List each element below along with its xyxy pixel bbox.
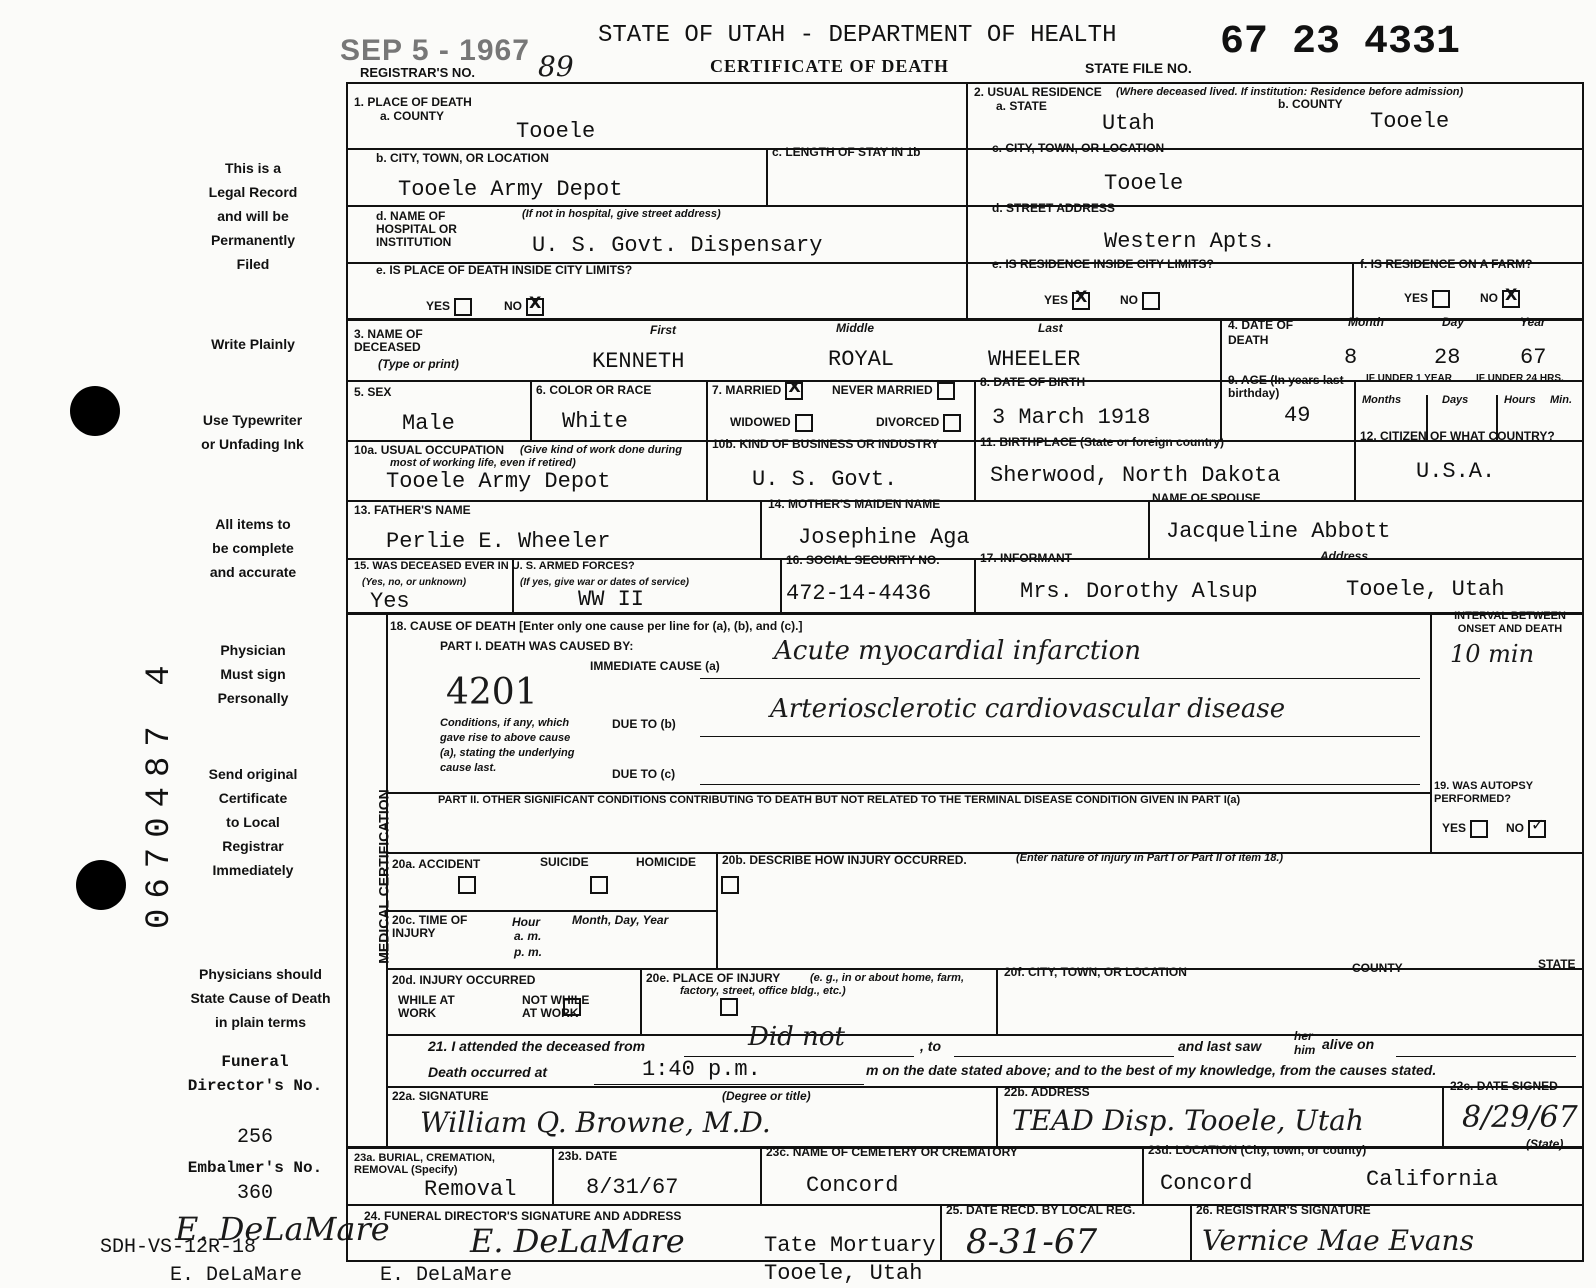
under-1-year: IF UNDER 1 YEAR <box>1366 373 1452 384</box>
res-limits-yes: YES X <box>1044 292 1090 310</box>
divorced-label: DIVORCED <box>876 414 961 432</box>
injury-city-label: 20f. CITY, TOWN, OR LOCATION <box>1004 965 1187 979</box>
age-label: 9. AGE (In years last birthday) <box>1228 373 1344 400</box>
farm-label: f. IS RESIDENCE ON A FARM? <box>1360 257 1533 271</box>
farm-no: NO X <box>1480 290 1520 308</box>
homicide-label: HOMICIDE <box>636 855 696 869</box>
mother-label: 14. MOTHER'S MAIDEN NAME <box>768 497 941 511</box>
injury-state-label: STATE <box>1538 957 1576 971</box>
embalmer-signature-right: E. DeLaMare <box>380 1264 513 1287</box>
date-received: 8-31-67 <box>966 1222 1098 1262</box>
punch-hole-bottom <box>76 860 126 910</box>
signature-label: 22a. SIGNATURE <box>392 1089 489 1103</box>
name-label: 3. NAME OF DECEASED <box>354 327 423 354</box>
location-state: California <box>1366 1167 1499 1192</box>
place-city: Tooele Army Depot <box>398 177 623 202</box>
checkbox-autopsy-no[interactable]: ✓ <box>1528 820 1546 838</box>
attended-label: 21. I attended the deceased from <box>428 1038 646 1054</box>
middle-header: Middle <box>836 321 874 335</box>
residence-city-label: c. CITY, TOWN, OR LOCATION <box>992 141 1165 155</box>
time-of-injury-label: 20c. TIME OF INJURY <box>392 913 468 940</box>
am-label: a. m. <box>514 929 542 943</box>
interval-label: INTERVAL BETWEEN ONSET AND DEATH <box>1454 610 1566 635</box>
place-of-injury-note: (e. g., in or about home, farm, factory, street, office bldg., etc.) <box>680 972 965 997</box>
mother-name: Josephine Aga <box>798 525 970 550</box>
father-name: Perlie E. Wheeler <box>386 529 611 554</box>
armed-note-1: (Yes, no, or unknown) <box>362 577 467 588</box>
place-limits-no: NO X <box>504 298 544 316</box>
checkbox-farm-no[interactable]: X <box>1502 290 1520 308</box>
checkbox-no[interactable]: X <box>526 298 544 316</box>
funeral-director-label: Funeral Director's No. <box>187 1053 323 1095</box>
part2-label: PART II. OTHER SIGNIFICANT CONDITIONS CONTRIBUTING TO DEATH BUT NOT RELATED TO THE TERMINAL DISEASE CONDITION GIVEN IN PART I(a) <box>438 794 1241 806</box>
place-of-injury-label: 20e. PLACE OF INJURY <box>646 971 781 985</box>
last-saw-label: and last saw <box>1178 1038 1262 1054</box>
punch-hole-top <box>70 386 120 436</box>
armed-forces: Yes <box>370 589 410 614</box>
funeral-director-no: 256 <box>236 1126 273 1149</box>
knowledge-statement: m on the date stated above; and to the best of my knowledge, from the causes stated. <box>866 1062 1437 1078</box>
informant-name: Mrs. Dorothy Alsup <box>1020 579 1258 604</box>
attended-from: Did not <box>748 1022 845 1052</box>
armed-forces-label: 15. WAS DECEASED EVER IN U. S. ARMED FORCES? <box>354 560 635 572</box>
registrar-no: 89 <box>538 50 574 83</box>
ssn-label: 16. SOCIAL SECURITY NO. <box>786 553 940 567</box>
farm-yes: YES <box>1404 290 1450 308</box>
spouse-name: Jacqueline Abbott <box>1166 519 1391 544</box>
residence-limits-label: e. IS RESIDENCE INSIDE CITY LIMITS? <box>992 257 1214 271</box>
ssn: 472-14-4436 <box>786 581 932 606</box>
residence-state: Utah <box>1102 111 1155 136</box>
immediate-cause-label: IMMEDIATE CAUSE (a) <box>590 659 720 673</box>
time-of-death: 1:40 p.m. <box>642 1057 761 1082</box>
injury-description-label: 20b. DESCRIBE HOW INJURY OCCURRED. <box>722 853 967 867</box>
to-label: , to <box>920 1038 941 1054</box>
birthplace-label: 11. BIRTHPLACE (State or foreign country) <box>980 435 1225 449</box>
year-header: Year <box>1520 315 1546 329</box>
autopsy-label: 19. WAS AUTOPSY PERFORMED? <box>1434 780 1533 805</box>
physician-address: TEAD Disp. Tooele, Utah <box>1012 1104 1364 1137</box>
director-signature: E. DeLaMare <box>470 1222 685 1260</box>
checkbox-accident[interactable] <box>458 876 476 894</box>
race: White <box>562 409 629 434</box>
her-label: her <box>1294 1029 1313 1043</box>
hospital-label: d. NAME OF HOSPITAL OR INSTITUTION <box>376 209 457 249</box>
disposition-date: 8/31/67 <box>586 1175 679 1200</box>
disposition-label: 23a. BURIAL, CREMATION, REMOVAL (Specify) <box>354 1152 495 1176</box>
city-label: b. CITY, TOWN, OR LOCATION <box>376 151 549 165</box>
not-while-at-work: NOT WHILE AT WORK <box>522 993 590 1020</box>
sidebar-legal-record: This is a Legal Record and will be Permanently Filed <box>208 160 298 272</box>
state-file-label: STATE FILE NO. <box>1085 60 1192 76</box>
married-label: 7. MARRIED X <box>712 382 803 400</box>
pm-label: p. m. <box>514 945 543 959</box>
checkbox-not-while-at-work[interactable] <box>720 998 738 1016</box>
hospital-note: (If not in hospital, give street address) <box>522 208 721 220</box>
street-address: Western Apts. <box>1104 229 1276 254</box>
sidebar-complete: All items to be complete and accurate <box>209 516 297 580</box>
medical-certification-vertical: MEDICAL CERTIFICATION <box>375 789 392 964</box>
sidebar-write-plainly: Write Plainly <box>211 336 295 352</box>
last-name: WHEELER <box>988 347 1081 372</box>
date-of-death-label: 4. DATE OF DEATH <box>1228 318 1294 347</box>
war-service: WW II <box>578 587 645 612</box>
cause-a: Acute myocardial infarction <box>774 636 1142 666</box>
occupation-note: (Give kind of work done during most of working life, even if retired) <box>390 444 682 469</box>
spouse-label: NAME OF SPOUSE <box>1152 491 1261 505</box>
first-header: First <box>650 323 677 337</box>
length-of-stay-label: c. LENGTH OF STAY IN 1b <box>772 145 921 159</box>
street-address-label: d. STREET ADDRESS <box>992 201 1115 215</box>
hospital-name: U. S. Govt. Dispensary <box>532 233 823 258</box>
conditions-note: Conditions, if any, which gave rise to above cause (a), stating the underlying cause last. <box>440 717 575 774</box>
location-label: 23d. LOCATION (City, town, or county) <box>1148 1143 1367 1157</box>
birthplace: Sherwood, North Dakota <box>990 463 1281 488</box>
autopsy-yes: YES <box>1442 820 1488 838</box>
date-of-birth: 3 March 1918 <box>992 405 1151 430</box>
death-occurred-label: Death occurred at <box>428 1064 548 1080</box>
injury-description-note: (Enter nature of injury in Part I or Part II of item 18.) <box>1016 852 1284 864</box>
residence-county-label: b. COUNTY <box>1278 97 1343 111</box>
checkbox-res-yes[interactable]: X <box>1072 292 1090 310</box>
citizen: U.S.A. <box>1416 459 1496 484</box>
residence-city: Tooele <box>1104 171 1184 196</box>
checkbox-suicide[interactable] <box>590 876 608 894</box>
mortuary-name: Tate Mortuary <box>764 1233 936 1258</box>
injury-county-label: COUNTY <box>1352 961 1403 975</box>
serial-number: 0670487 4 <box>141 655 179 929</box>
occupation: Tooele Army Depot <box>386 469 611 494</box>
autopsy-no: NO ✓ <box>1506 820 1546 838</box>
widowed-label: WIDOWED <box>730 414 813 432</box>
cemetery: Concord <box>806 1173 899 1198</box>
address-header: Address <box>1320 549 1369 563</box>
hours-header: Hours <box>1504 394 1536 406</box>
race-label: 6. COLOR OR RACE <box>536 383 652 397</box>
months-header: Months <box>1362 394 1402 406</box>
registrar-no-label: REGISTRAR'S NO. <box>360 65 476 80</box>
form-number: SDH-VS-12R-18 <box>100 1236 257 1259</box>
funeral-director-signature-label: 24. FUNERAL DIRECTOR'S SIGNATURE AND ADDRESS <box>364 1209 682 1223</box>
disposition: Removal <box>424 1177 517 1202</box>
residence-state-label: a. STATE <box>996 99 1047 113</box>
injury-occurred-label: 20d. INJURY OCCURRED <box>392 973 536 987</box>
state-file-no: 67 23 4331 <box>1220 20 1461 65</box>
while-at-work: WHILE AT WORK <box>398 993 455 1020</box>
usual-residence-label: 2. USUAL RESIDENCE <box>974 85 1102 99</box>
director-handwritten-signature: E. DeLaMare <box>175 1210 390 1248</box>
accident-label: 20a. ACCIDENT <box>392 857 481 871</box>
informant-address: Tooele, Utah <box>1346 577 1505 602</box>
location-state-label: (State) <box>1526 1137 1564 1151</box>
mortuary-city: Tooele, Utah <box>764 1261 923 1286</box>
part1-label: PART I. DEATH WAS CAUSED BY: <box>440 639 634 653</box>
header-title: STATE OF UTAH - DEPARTMENT OF HEALTH <box>598 22 1117 49</box>
embalmer-no: 360 <box>236 1182 273 1205</box>
sex: Male <box>402 411 455 436</box>
mdy-header: Month, Day, Year <box>572 913 669 927</box>
checkbox-never-married[interactable] <box>937 382 955 400</box>
certificate-title: CERTIFICATE OF DEATH <box>710 56 950 76</box>
sidebar-send-original: Send original Certificate to Local Registrar Immediately <box>208 766 298 878</box>
place-limits-yes: YES <box>426 298 472 316</box>
checkbox-res-no[interactable] <box>1142 292 1160 310</box>
embalmer-signature-left: E. DeLaMare <box>170 1264 303 1287</box>
last-header: Last <box>1038 321 1063 335</box>
middle-name: ROYAL <box>828 347 895 372</box>
cause-of-death-label: 18. CAUSE OF DEATH [Enter only one cause per line for (a), (b), and (c).] <box>390 619 803 633</box>
sidebar-typewriter: Use Typewriter or Unfading Ink <box>201 412 304 452</box>
never-married-label: NEVER MARRIED <box>832 382 955 400</box>
date-signed: 8/29/67 <box>1462 1100 1578 1135</box>
informant-label: 17. INFORMANT <box>980 551 1073 565</box>
address-label: 22b. ADDRESS <box>1004 1085 1090 1099</box>
business: U. S. Govt. <box>752 467 898 492</box>
cause-b: Arteriosclerotic cardiovascular disease <box>770 694 1286 724</box>
interval-value: 10 min <box>1450 640 1535 668</box>
checkbox-farm-yes[interactable] <box>1432 290 1450 308</box>
registrar-signature: Vernice Mae Evans <box>1202 1224 1474 1257</box>
checkbox-married[interactable]: X <box>785 382 803 400</box>
inside-limits-label: e. IS PLACE OF DEATH INSIDE CITY LIMITS? <box>376 263 633 277</box>
sidebar-plain-terms: Physicians should State Cause of Death in plain terms <box>190 966 331 1030</box>
business-label: 10b. KIND OF BUSINESS OR INDUSTRY <box>712 437 939 451</box>
min-header: Min. <box>1550 394 1572 406</box>
res-limits-no: NO <box>1120 292 1160 310</box>
under-24-hrs: IF UNDER 24 HRS. <box>1476 373 1564 384</box>
day-header: Day <box>1442 315 1465 329</box>
disposition-date-label: 23b. DATE <box>558 1149 618 1163</box>
armed-note-2: (If yes, give war or dates of service) <box>520 577 689 588</box>
residence-county: Tooele <box>1370 109 1450 134</box>
citizen-label: 12. CITIZEN OF WHAT COUNTRY? <box>1360 429 1555 443</box>
first-name: KENNETH <box>592 349 685 374</box>
days-header: Days <box>1442 394 1469 406</box>
suicide-label: SUICIDE <box>540 855 589 869</box>
sidebar-physician: Physician Must sign Personally <box>217 642 289 706</box>
diagnosis-code: 4201 <box>446 672 538 713</box>
place-of-death-label: 1. PLACE OF DEATH <box>354 95 472 109</box>
death-year: 67 <box>1520 345 1547 370</box>
death-day: 28 <box>1434 345 1461 370</box>
place-county: Tooele <box>516 119 596 144</box>
county-label: a. COUNTY <box>380 109 445 123</box>
checkbox-divorced[interactable] <box>943 414 961 432</box>
registrar-signature-label: 26. REGISTRAR'S SIGNATURE <box>1196 1203 1371 1217</box>
hour-header: Hour <box>512 915 540 929</box>
alive-on-label: alive on <box>1322 1036 1375 1052</box>
checkbox-widowed[interactable] <box>795 414 813 432</box>
location-city: Concord <box>1160 1171 1253 1196</box>
degree-label: (Degree or title) <box>722 1089 811 1103</box>
occupation-label: 10a. USUAL OCCUPATION <box>354 443 505 457</box>
cemetery-label: 23c. NAME OF CEMETERY OR CREMATORY <box>766 1145 1018 1159</box>
age: 49 <box>1284 403 1311 428</box>
him-label: him <box>1294 1043 1316 1057</box>
father-label: 13. FATHER'S NAME <box>354 503 471 517</box>
embalmer-label: Embalmer's No. <box>187 1159 323 1177</box>
name-note: (Type or print) <box>378 357 459 371</box>
due-to-c-label: DUE TO (c) <box>612 767 676 781</box>
checkbox-autopsy-yes[interactable] <box>1470 820 1488 838</box>
physician-signature: William Q. Browne, M.D. <box>420 1106 771 1139</box>
usual-residence-note: (Where deceased lived. If institution: Residence before admission) <box>1116 86 1464 98</box>
received-stamp: SEP 5 - 1967 <box>340 34 530 67</box>
sex-label: 5. SEX <box>354 385 392 399</box>
dob-label: 8. DATE OF BIRTH <box>980 375 1086 389</box>
checkbox-yes[interactable] <box>454 298 472 316</box>
checkbox-homicide[interactable] <box>721 876 739 894</box>
date-signed-label: 22c. DATE SIGNED <box>1450 1079 1558 1093</box>
death-month: 8 <box>1344 345 1358 370</box>
due-to-b-label: DUE TO (b) <box>612 717 676 731</box>
month-header: Month <box>1348 315 1384 329</box>
date-received-label: 25. DATE RECD. BY LOCAL REG. <box>946 1203 1136 1217</box>
